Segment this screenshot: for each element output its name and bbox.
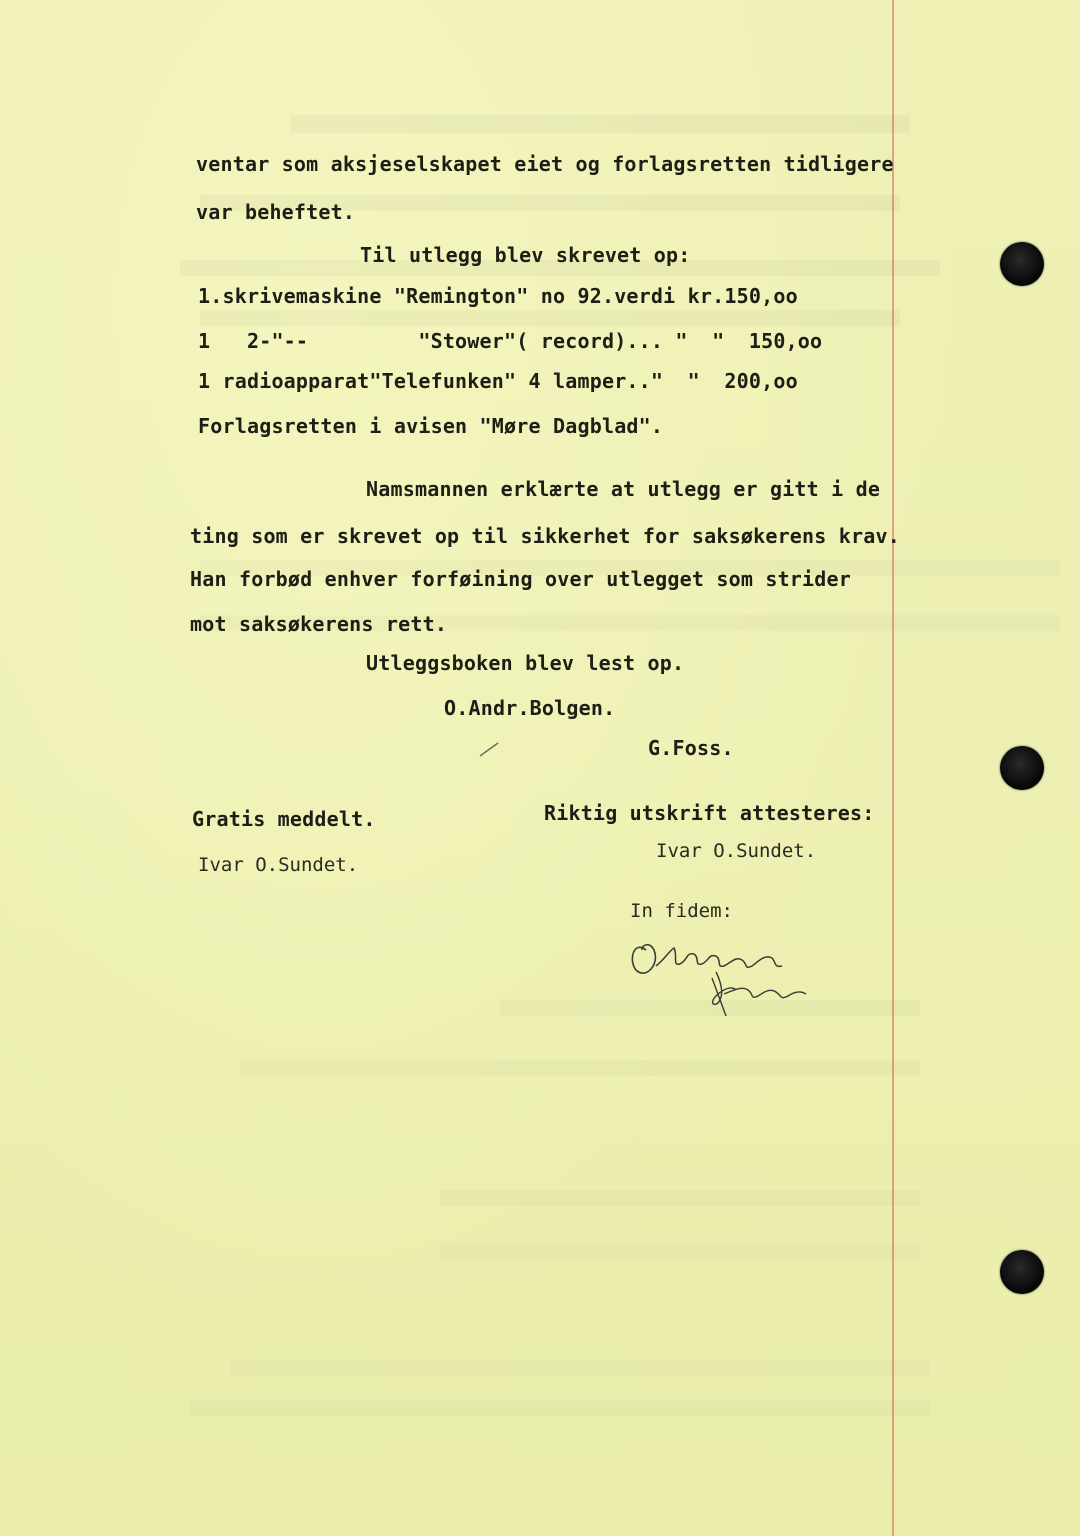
in-fidem-label: In fidem: [630, 900, 733, 922]
text-line-9: ting som er skrevet op til sikkerhet for saksøkerens krav. [190, 524, 900, 548]
left-block-line-2: Ivar O.Sundet. [198, 854, 359, 876]
text-line-10: Han forbød enhver forføining over utlegget som strider [190, 567, 852, 591]
text-line-11: mot saksøkerens rett. [190, 612, 448, 636]
text-line-1: ventar som aksjeselskapet eiet og forlagsretten tidligere [196, 152, 894, 176]
handwritten-signature [624, 920, 834, 1030]
binding-hole-top [1000, 242, 1044, 286]
item-line-2: 1 2-"-- "Stower"( record)... " " 150,oo [198, 329, 823, 353]
text-line-12: Utleggsboken blev lest op. [366, 651, 685, 675]
signatory-2: G.Foss. [648, 736, 734, 760]
margin-rule [892, 0, 894, 1536]
item-line-4: Forlagsretten i avisen "Møre Dagblad". [198, 414, 664, 438]
binding-hole-bottom [1000, 1250, 1044, 1294]
right-block-line-1: Riktig utskrift attesteres: [544, 801, 875, 825]
text-line-2: var beheftet. [196, 200, 356, 224]
text-line-8: Namsmannen erklærte at utlegg er gitt i de [366, 477, 881, 501]
item-line-3: 1 radioapparat"Telefunken" 4 lamper.." " 200,oo [198, 369, 798, 393]
pen-tick-mark [478, 740, 504, 758]
item-line-1: 1.skrivemaskine "Remington" no 92.verdi kr.150,oo [198, 284, 798, 308]
section-heading: Til utlegg blev skrevet op: [360, 243, 691, 267]
right-block-line-2: Ivar O.Sundet. [656, 840, 817, 862]
edge-speckle [1022, 290, 1080, 300]
binding-hole-middle [1000, 746, 1044, 790]
left-block-line-1: Gratis meddelt. [192, 807, 376, 831]
signatory-1: O.Andr.Bolgen. [444, 696, 616, 720]
